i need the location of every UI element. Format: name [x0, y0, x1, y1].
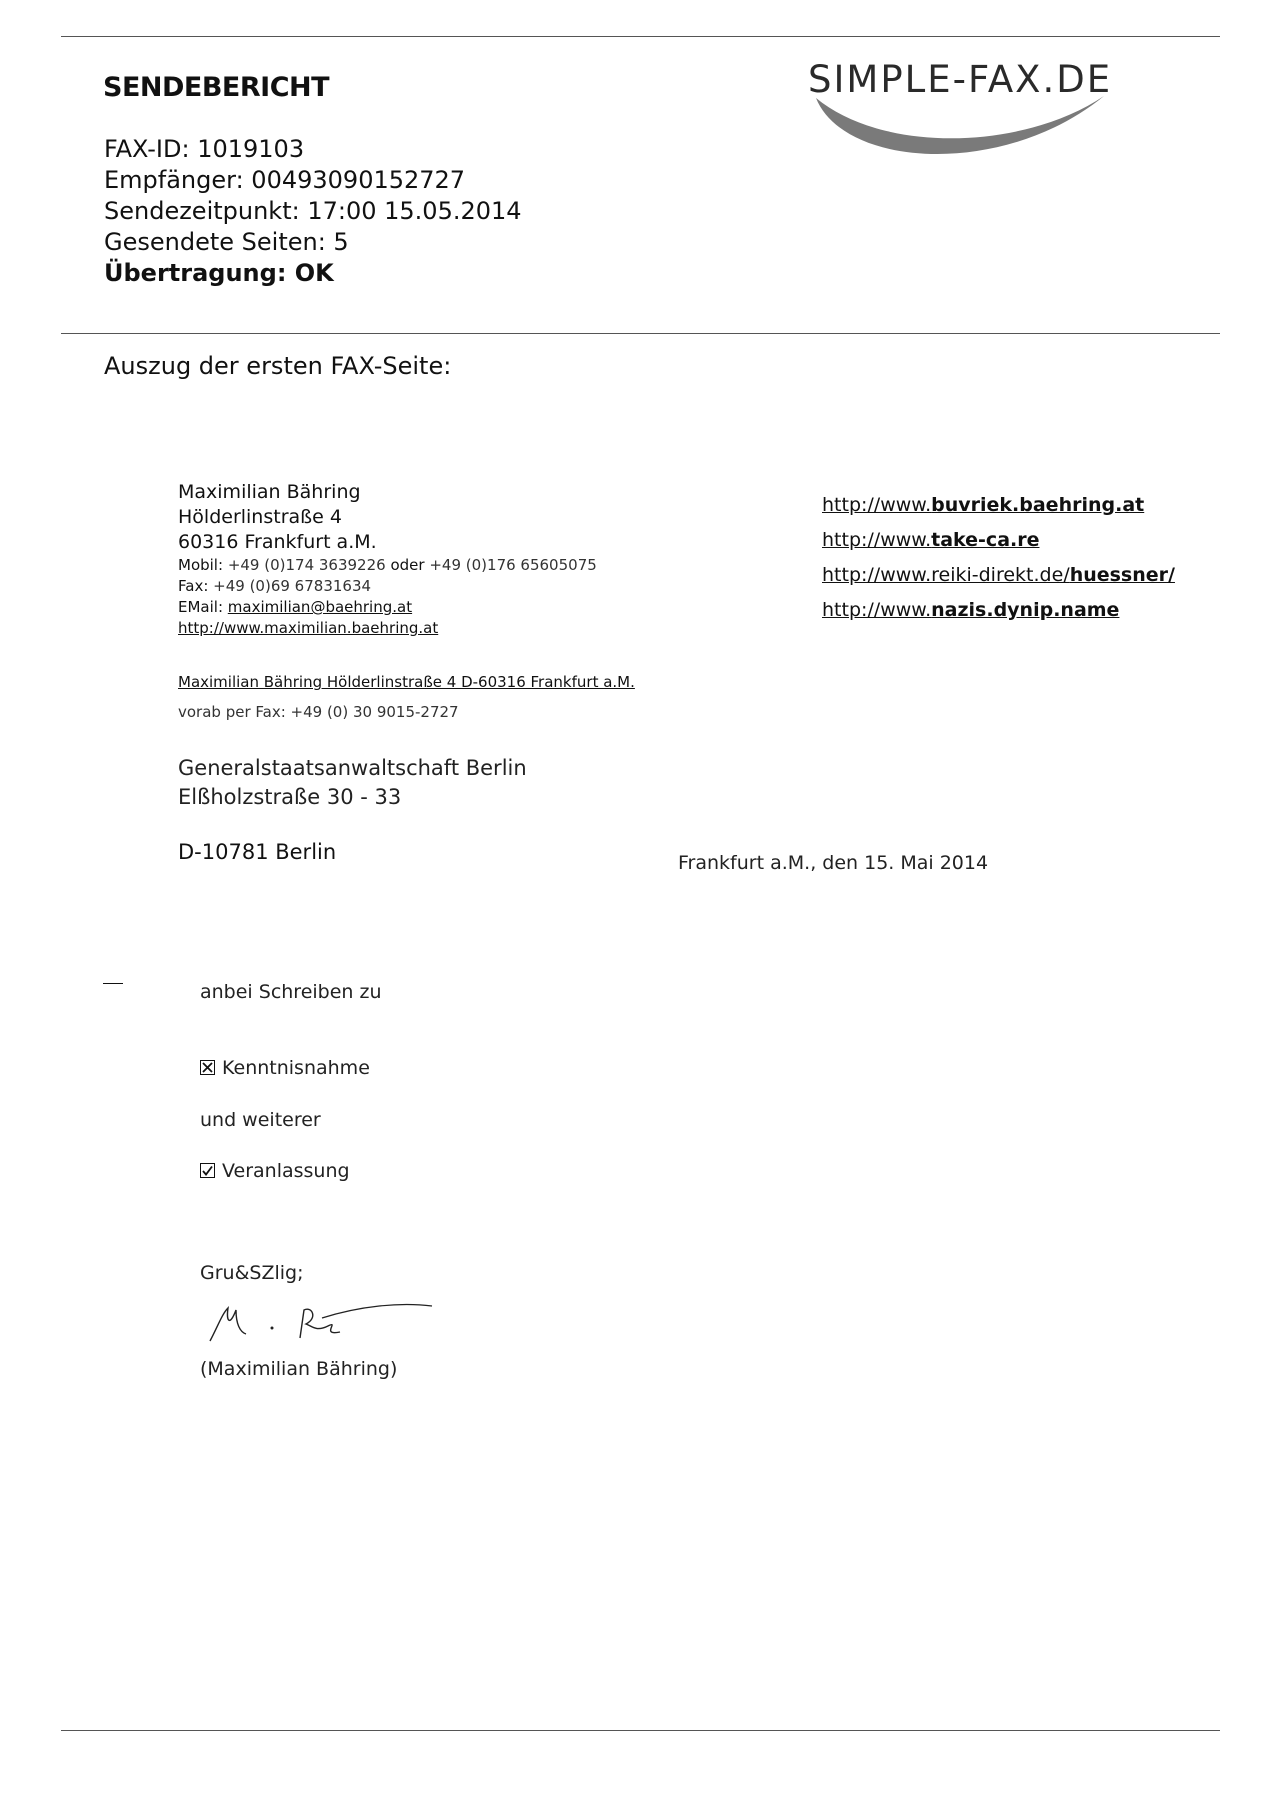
signature-name: (Maximilian Bähring)	[200, 1358, 398, 1380]
sender-mobile: Mobil: +49 (0)174 3639226 oder +49 (0)176 65605075	[178, 556, 597, 574]
excerpt-label: Auszug der ersten FAX-Seite:	[104, 352, 452, 380]
sender-city: 60316 Frankfurt a.M.	[178, 531, 377, 553]
recipient-line2: Elßholzstraße 30 - 33	[178, 785, 402, 809]
sender-website-link[interactable]: http://www.maximilian.baehring.at	[178, 619, 439, 637]
header-divider	[61, 333, 1220, 334]
sender-fax: Fax: +49 (0)69 67831634	[178, 577, 372, 595]
sender-street: Hölderlinstraße 4	[178, 506, 342, 528]
signature-image	[200, 1296, 440, 1356]
checkbox-kenntnisnahme: Kenntnisnahme	[200, 1057, 370, 1079]
advance-fax-line: vorab per Fax: +49 (0) 30 9015-2727	[178, 703, 459, 721]
recipient-line1: Generalstaatsanwaltschaft Berlin	[178, 756, 527, 780]
logo-text: SIMPLE-FAX.DE	[808, 58, 1113, 101]
link-take-ca[interactable]: http://www.take-ca.re	[822, 529, 1040, 551]
intro-text: anbei Schreiben zu	[200, 981, 382, 1003]
links-block	[822, 488, 1175, 628]
sender-block	[178, 480, 597, 639]
pages-sent: Gesendete Seiten: 5	[104, 228, 349, 256]
bottom-divider	[61, 1730, 1220, 1731]
recipient-address	[178, 754, 527, 812]
link-buvriek[interactable]: http://www.buvriek.baehring.at	[822, 494, 1145, 516]
transmission-status: Übertragung: OK	[104, 259, 334, 287]
fax-id: FAX-ID: 1019103	[104, 135, 305, 163]
recipient-number: Empfänger: 00493090152727	[104, 166, 466, 194]
simple-fax-logo	[804, 58, 1204, 168]
sender-name: Maximilian Bähring	[178, 481, 361, 503]
return-address: Maximilian Bähring Hölderlinstraße 4 D-60316 Frankfurt a.M.	[178, 673, 635, 691]
date-line: Frankfurt a.M., den 15. Mai 2014	[678, 852, 989, 874]
transmission-details	[104, 134, 522, 289]
handwritten-signature-icon	[200, 1296, 440, 1356]
checkbox-veranlassung: Veranlassung	[200, 1160, 350, 1182]
link-nazis-dynip[interactable]: http://www.nazis.dynip.name	[822, 599, 1120, 621]
link-reiki-direkt[interactable]: http://www.reiki-direkt.de/huessner/	[822, 564, 1175, 586]
connector-text: und weiterer	[200, 1109, 321, 1131]
report-title: SENDEBERICHT	[103, 72, 330, 103]
sender-email-link[interactable]: maximilian@baehring.at	[227, 598, 413, 616]
top-divider	[61, 36, 1220, 37]
fold-mark	[103, 983, 123, 984]
recipient-city: D-10781 Berlin	[178, 840, 337, 864]
checkbox-crossed-icon	[200, 1060, 215, 1075]
send-time: Sendezeitpunkt: 17:00 15.05.2014	[104, 197, 522, 225]
sender-email: EMail: maximilian@baehring.at	[178, 598, 413, 616]
checkbox-checked-icon	[200, 1163, 215, 1178]
greeting: Gru&SZlig;	[200, 1262, 304, 1284]
